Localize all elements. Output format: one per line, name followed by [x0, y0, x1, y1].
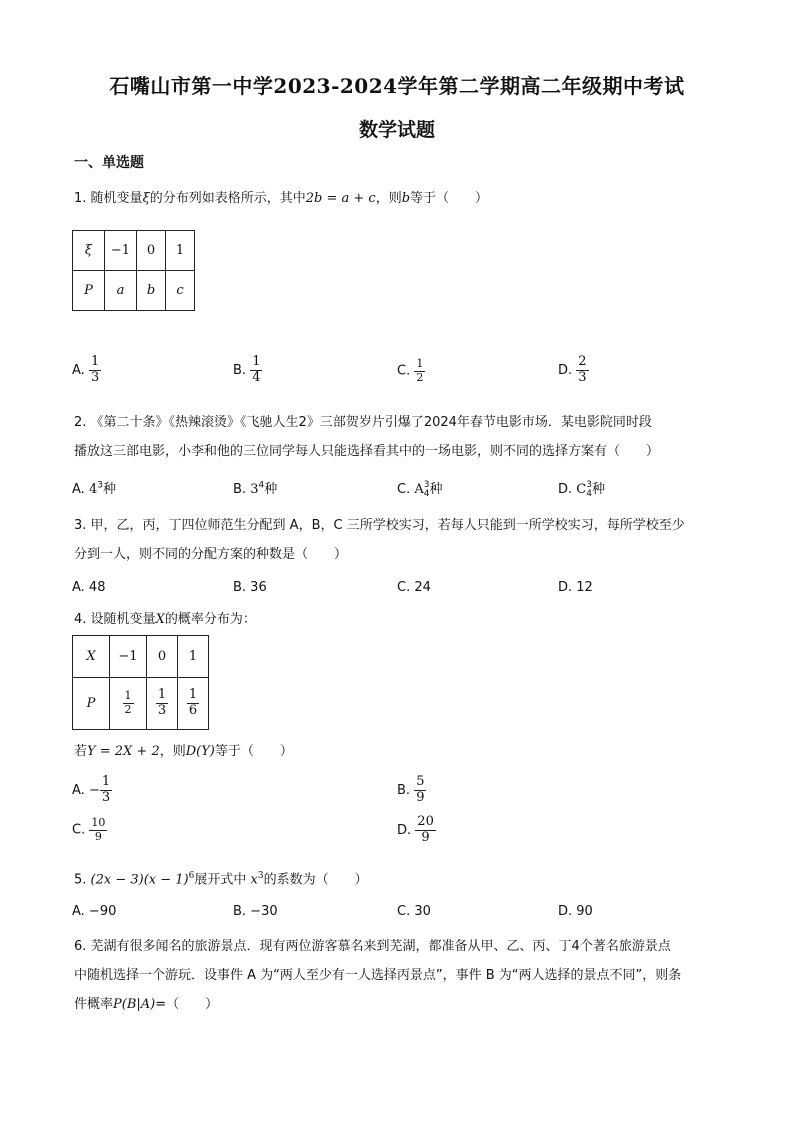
q3-option-a[interactable]: A. 48 [72, 580, 106, 595]
exam-subtitle: 数学试题 [358, 119, 435, 141]
q5-option-a[interactable]: A. −90 [72, 904, 117, 919]
table-cell: $\frac{1}{2}$ [110, 678, 147, 730]
question-6-stem: 6. 芜湖有很多闻名的旅游景点．现有两位游客慕名来到芜湖，都准备从甲、乙、丙、丁4个著名旅游景点 中随机选择一个游玩．设事件 A 为“两人至少有一人选择丙景点”，事件 B 为“两人选择的景点不同”，则条 件概率P(B|A)=（ ） [74, 939, 682, 1012]
q4-option-c[interactable]: C. $\frac{10}{9}$ [72, 816, 106, 843]
table-cell: 0 [147, 636, 178, 678]
q4-distribution-table [72, 635, 209, 730]
table-cell: P [73, 678, 110, 730]
table-cell: 0 [137, 231, 166, 271]
fraction: $\frac{1}{4}$ [252, 354, 261, 385]
section-heading: 一、单选题 [74, 155, 144, 171]
fraction: $\frac{10}{9}$ [91, 816, 106, 843]
fraction: $\frac{1}{3}$ [101, 774, 111, 805]
q5-option-d[interactable]: D. 90 [558, 904, 593, 919]
table-cell: c [166, 271, 195, 311]
q2-option-d[interactable]: D. C 3 4 种 [558, 479, 605, 499]
q3-option-c[interactable]: C. 24 [397, 580, 431, 595]
table-cell: X [73, 636, 110, 678]
question-1-stem: 1. 随机变量ξ的分布列如表格所示，其中2b = a + c，则b等于（ ） [74, 191, 489, 206]
q4-condition: 若Y = 2X + 2，则D(Y)等于（ ） [74, 744, 293, 759]
question-3-stem: 3. 甲，乙，丙，丁四位师范生分配到 A，B，C 三所学校实习，若每人只能到一所学校实习，每所学校至少 分到一人，则不同的分配方案的种数是（ ） [74, 518, 685, 562]
table-cell: 1 [178, 636, 209, 678]
q1-option-b[interactable]: B. $\frac{1}{4}$ [233, 354, 261, 385]
q1-option-a[interactable]: A. $\frac{1}{3}$ [72, 354, 100, 385]
q5-option-c[interactable]: C. 30 [397, 904, 431, 919]
q1-option-d[interactable]: D. $\frac{2}{3}$ [558, 354, 587, 385]
q3-option-d[interactable]: D. 12 [558, 580, 593, 595]
q3-option-b[interactable]: B. 36 [233, 580, 267, 595]
table-cell: b [137, 271, 166, 311]
q5-option-b[interactable]: B. −30 [233, 904, 278, 919]
fraction: $\frac{5}{9}$ [416, 774, 425, 805]
q4-option-b[interactable]: B. $\frac{5}{9}$ [397, 774, 425, 805]
q2-option-a[interactable]: A. $4^3$种 [72, 480, 116, 497]
table-cell: ξ [73, 231, 105, 271]
fraction: $\frac{1}{3}$ [90, 354, 100, 385]
table-cell: $\frac{1}{3}$ [147, 678, 178, 730]
question-number: 4. [74, 612, 87, 627]
question-2-stem: 2. 《第二十条》《热辣滚烫》《飞驰人生2》三部贺岁片引爆了2024年春节电影市场．某电影院同时段 播放这三部电影，小李和他的三位同学每人只能选择看其中的一场电影，则不同的选择方案有（ ） [74, 415, 660, 459]
table-cell: P [73, 271, 105, 311]
question-number: 5. [74, 872, 87, 888]
table-cell: a [105, 271, 137, 311]
q1-distribution-table [72, 230, 195, 311]
q1-option-c[interactable]: C. $\frac{1}{2}$ [397, 357, 424, 384]
q2-option-b[interactable]: B. $3^4$种 [233, 480, 278, 497]
fraction: $\frac{20}{9}$ [417, 814, 434, 845]
q2-option-c[interactable]: C. A 3 4 种 [397, 479, 443, 499]
q4-option-a[interactable]: A. − $\frac{1}{3}$ [72, 774, 111, 805]
table-cell: 1 [166, 231, 195, 271]
question-5-stem: 5. $(2x - 3)(x - 1)^6$展开式中 $x^3$的系数为（ ） [74, 871, 368, 888]
fraction: $\frac{1}{2}$ [416, 357, 424, 384]
q4-option-d[interactable]: D. $\frac{20}{9}$ [397, 814, 434, 845]
question-number: 1. [74, 191, 87, 206]
question-number: 3. [74, 518, 87, 533]
question-number: 2. [74, 415, 87, 430]
table-cell: −1 [105, 231, 137, 271]
fraction: $\frac{2}{3}$ [578, 354, 587, 385]
question-4-stem: 4. 设随机变量X的概率分布为： [74, 612, 256, 627]
exam-title: 石嘴山市第一中学2023-2024学年第二学期高二年级期中考试 [109, 74, 685, 98]
question-number: 6. [74, 939, 87, 954]
table-cell: −1 [110, 636, 147, 678]
table-cell: $\frac{1}{6}$ [178, 678, 209, 730]
